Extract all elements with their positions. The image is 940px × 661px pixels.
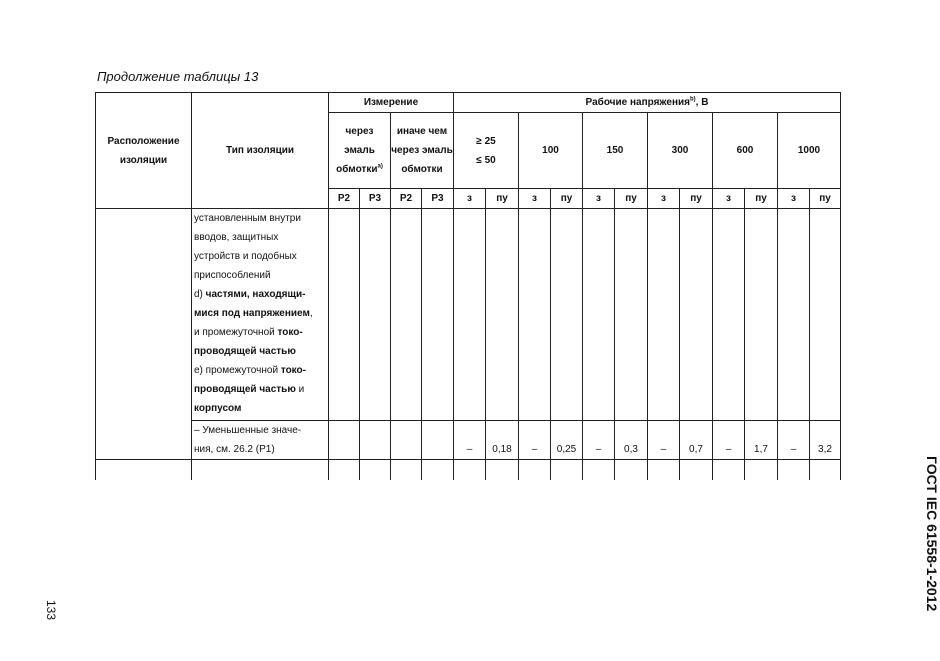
value-cell: 0,25 [551,421,583,460]
sub-header: з [648,189,680,209]
value-cell: 0,18 [486,421,519,460]
header-voltage-25-50: ≥ 25 ≤ 50 [454,113,519,189]
sub-header: з [454,189,486,209]
sub-header: з [583,189,615,209]
value-cell: 0,3 [615,421,648,460]
value-cell: – [778,421,810,460]
sub-header: пу [486,189,519,209]
body-line-d4: проводящей частью [194,346,296,357]
header-measurement: Измерение [329,93,454,113]
header-voltage-1000: 1000 [778,113,841,189]
insulation-type-text [192,209,329,421]
body-line: установленным внутри [194,213,301,224]
body-line-e3: корпусом [194,403,242,414]
sub-header: P3 [422,189,454,209]
insulation-table [95,92,841,480]
sub-header: пу [745,189,778,209]
body-line: приспособлений [194,270,271,281]
page-number: 133 [44,600,58,621]
value-cell: – [648,421,680,460]
header-through-enamel: через эмаль обмотки$^{a)}$ [329,113,391,189]
body-line-d3: и промежуточной токо- [194,327,303,338]
header-working-voltages: Рабочие напряжения$^{b)}$, В [454,93,841,113]
header-type: Тип изоляции [192,93,329,209]
body-line: устройств и подобных [194,251,297,262]
sub-header: з [713,189,745,209]
sub-header: з [519,189,551,209]
value-cell: – [583,421,615,460]
value-cell: – [454,421,486,460]
reduced-values-text: – Уменьшенные значе- ния, см. 26.2 (P1) [192,421,329,460]
header-voltage-300: 300 [648,113,713,189]
sub-header: пу [680,189,713,209]
value-cell: 1,7 [745,421,778,460]
table-caption: Продолжение таблицы 13 [97,69,259,84]
body-line: вводов, защитных [194,232,279,243]
header-voltage-600: 600 [713,113,778,189]
value-cell: – [519,421,551,460]
body-line-d: d) частями, находящи- [194,289,306,300]
value-cell: 3,2 [810,421,841,460]
sub-header: P3 [360,189,391,209]
sub-header: пу [810,189,841,209]
body-line-e2: проводящей частью и [194,384,305,395]
location-cell [96,209,192,460]
sub-header: пу [551,189,583,209]
sub-header: P2 [391,189,422,209]
header-voltage-150: 150 [583,113,648,189]
sub-header: з [778,189,810,209]
continuation-cell [96,460,192,480]
header-other-than-enamel: иначе чем через эмаль обмотки [391,113,454,189]
standard-title: ГОСТ IEC 61558-1-2012 [924,456,940,612]
header-location: Расположение изоляции [96,93,192,209]
body-line-e: e) промежуточной токо- [194,365,306,376]
value-cell: – [713,421,745,460]
header-voltage-100: 100 [519,113,583,189]
sub-header: P2 [329,189,360,209]
value-cell: 0,7 [680,421,713,460]
sub-header: пу [615,189,648,209]
body-line-d2: мися под напряжением, [194,308,313,319]
